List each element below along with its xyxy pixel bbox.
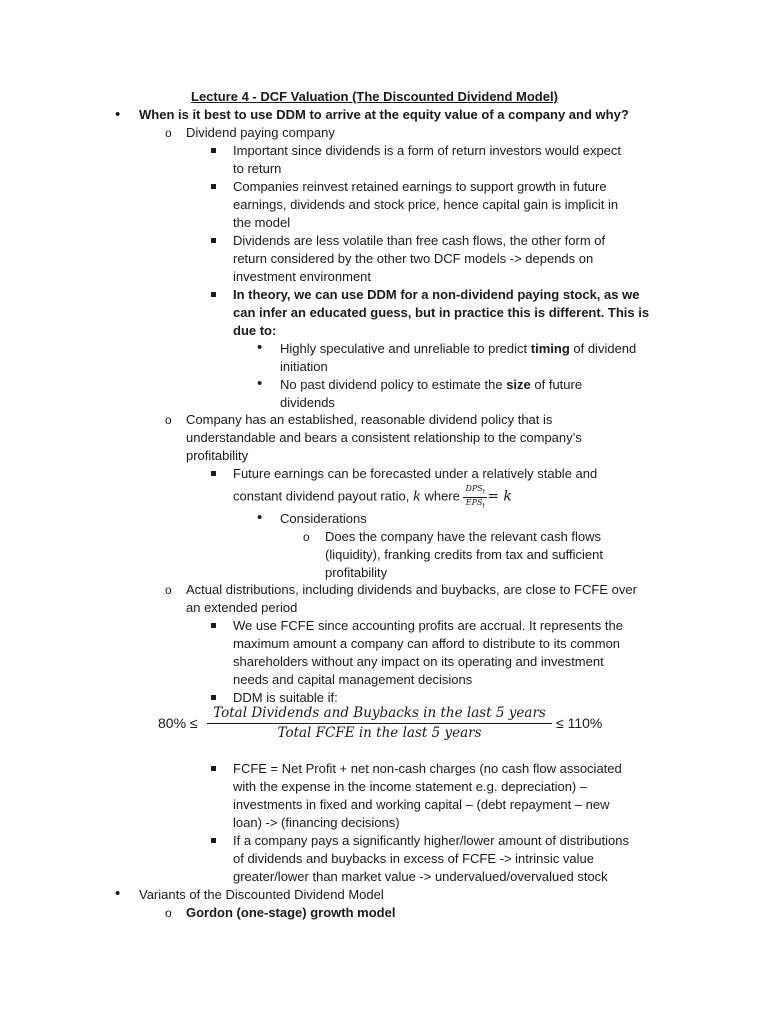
bullet-square: [211, 617, 216, 635]
bullet-square: [211, 178, 216, 196]
text-line: Future earnings can be forecasted under a relatively stable and: [233, 466, 598, 481]
text-line: with the expense in the income statement e.g. depreciation) –: [233, 779, 588, 794]
text-line: to return: [233, 161, 282, 176]
bullet-square: [211, 760, 216, 778]
fraction-denominator: Total FCFE in the last 5 years: [277, 725, 482, 741]
text-line: initiation: [280, 359, 328, 374]
subheading: Actual distributions, including dividends and buybacks, are close to FCFE over: [186, 582, 637, 597]
text-line: an extended period: [186, 600, 298, 615]
bullet-circle: [165, 581, 172, 599]
page-title: Lecture 4 - DCF Valuation (The Discounted Dividend Model): [191, 89, 558, 104]
text-line: of dividends and buybacks in excess of FCFE -> intrinsic value: [233, 851, 594, 866]
text-line: needs and capital management decisions: [233, 672, 473, 687]
text-line: can infer an educated guess, but in practice this is different. This is: [233, 305, 650, 320]
bullet-circle: [165, 124, 172, 142]
question-heading: Variants of the Discounted Dividend Model: [139, 887, 384, 902]
bullet-dot: [257, 339, 262, 357]
text-line: earnings, dividends and stock price, hence capital gain is implicit in: [233, 197, 619, 212]
text-line: No past dividend policy to estimate the size of future: [280, 377, 583, 392]
ddm-suitability-fraction: [207, 704, 552, 743]
fraction-numerator: Total Dividends and Buybacks in the last 5 years: [207, 704, 552, 724]
formula-left: 80% ≤: [158, 715, 198, 731]
text-line: greater/lower than market value -> undervalued/overvalued stock: [233, 869, 608, 884]
bullet-square: [211, 232, 216, 250]
subheading: Dividend paying company: [186, 125, 335, 140]
bullet-square: [211, 142, 216, 160]
text-line: the model: [233, 215, 291, 230]
text-line: shareholders without any impact on its operating and investment: [233, 654, 604, 669]
text-line: Important since dividends is a form of return investors would expect: [233, 143, 622, 158]
bullet-square: [211, 832, 216, 850]
text-line: dividends: [280, 395, 335, 410]
bullet-circle: [165, 411, 172, 429]
bullet-dot: [115, 885, 120, 903]
text-line: Considerations: [280, 511, 367, 526]
bullet-circle: [165, 904, 172, 922]
text-line: investment environment: [233, 269, 372, 284]
text-line: due to:: [233, 323, 277, 338]
question-heading: When is it best to use DDM to arrive at the equity value of a company and why?: [139, 107, 629, 122]
text-line: If a company pays a significantly higher/lower amount of distributions: [233, 833, 629, 848]
bullet-dot: [257, 509, 262, 527]
text-line: investments in fixed and working capital – (debt repayment – new: [233, 797, 610, 812]
text-line: FCFE = Net Profit + net non-cash charges (no cash flow associated: [233, 761, 622, 776]
text-line: We use FCFE since accounting profits are accrual. It represents the: [233, 618, 623, 633]
text-line: Dividends are less volatile than free cash flows, the other form of: [233, 233, 606, 248]
bullet-circle: [303, 528, 310, 546]
formula-right: ≤ 110%: [556, 715, 603, 731]
text-line: Companies reinvest retained earnings to support growth in future: [233, 179, 607, 194]
text-line: understandable and bears a consistent relationship to the company’s: [186, 430, 582, 445]
text-line: In theory, we can use DDM for a non-dividend paying stock, as we: [233, 287, 640, 302]
text-line: constant dividend payout ratio, k where $\frac{DPS_t}{EPS_t}$ = k: [233, 484, 512, 510]
payout-ratio-fraction: $\frac{DPS_t}{EPS_t}$: [465, 484, 486, 510]
bullet-square: [211, 286, 216, 304]
text-line: loan) -> (financing decisions): [233, 815, 400, 830]
subheading: Company has an established, reasonable dividend policy that is: [186, 412, 553, 427]
bullet-square: [211, 465, 216, 483]
subheading: Gordon (one-stage) growth model: [186, 905, 396, 920]
bullet-dot: [115, 106, 120, 124]
text-line: Does the company have the relevant cash flows: [325, 529, 602, 544]
text-line: maximum amount a company can afford to distribute to its common: [233, 636, 621, 651]
text-line: (liquidity), franking credits from tax and sufficient: [325, 547, 603, 562]
text-line: DDM is suitable if:: [233, 690, 338, 705]
bullet-dot: [257, 375, 262, 393]
text-line: profitability: [186, 448, 249, 463]
text-line: Highly speculative and unreliable to predict timing of dividend: [280, 341, 637, 356]
text-line: profitability: [325, 565, 388, 580]
text-line: return considered by the other two DCF models -> depends on: [233, 251, 594, 266]
